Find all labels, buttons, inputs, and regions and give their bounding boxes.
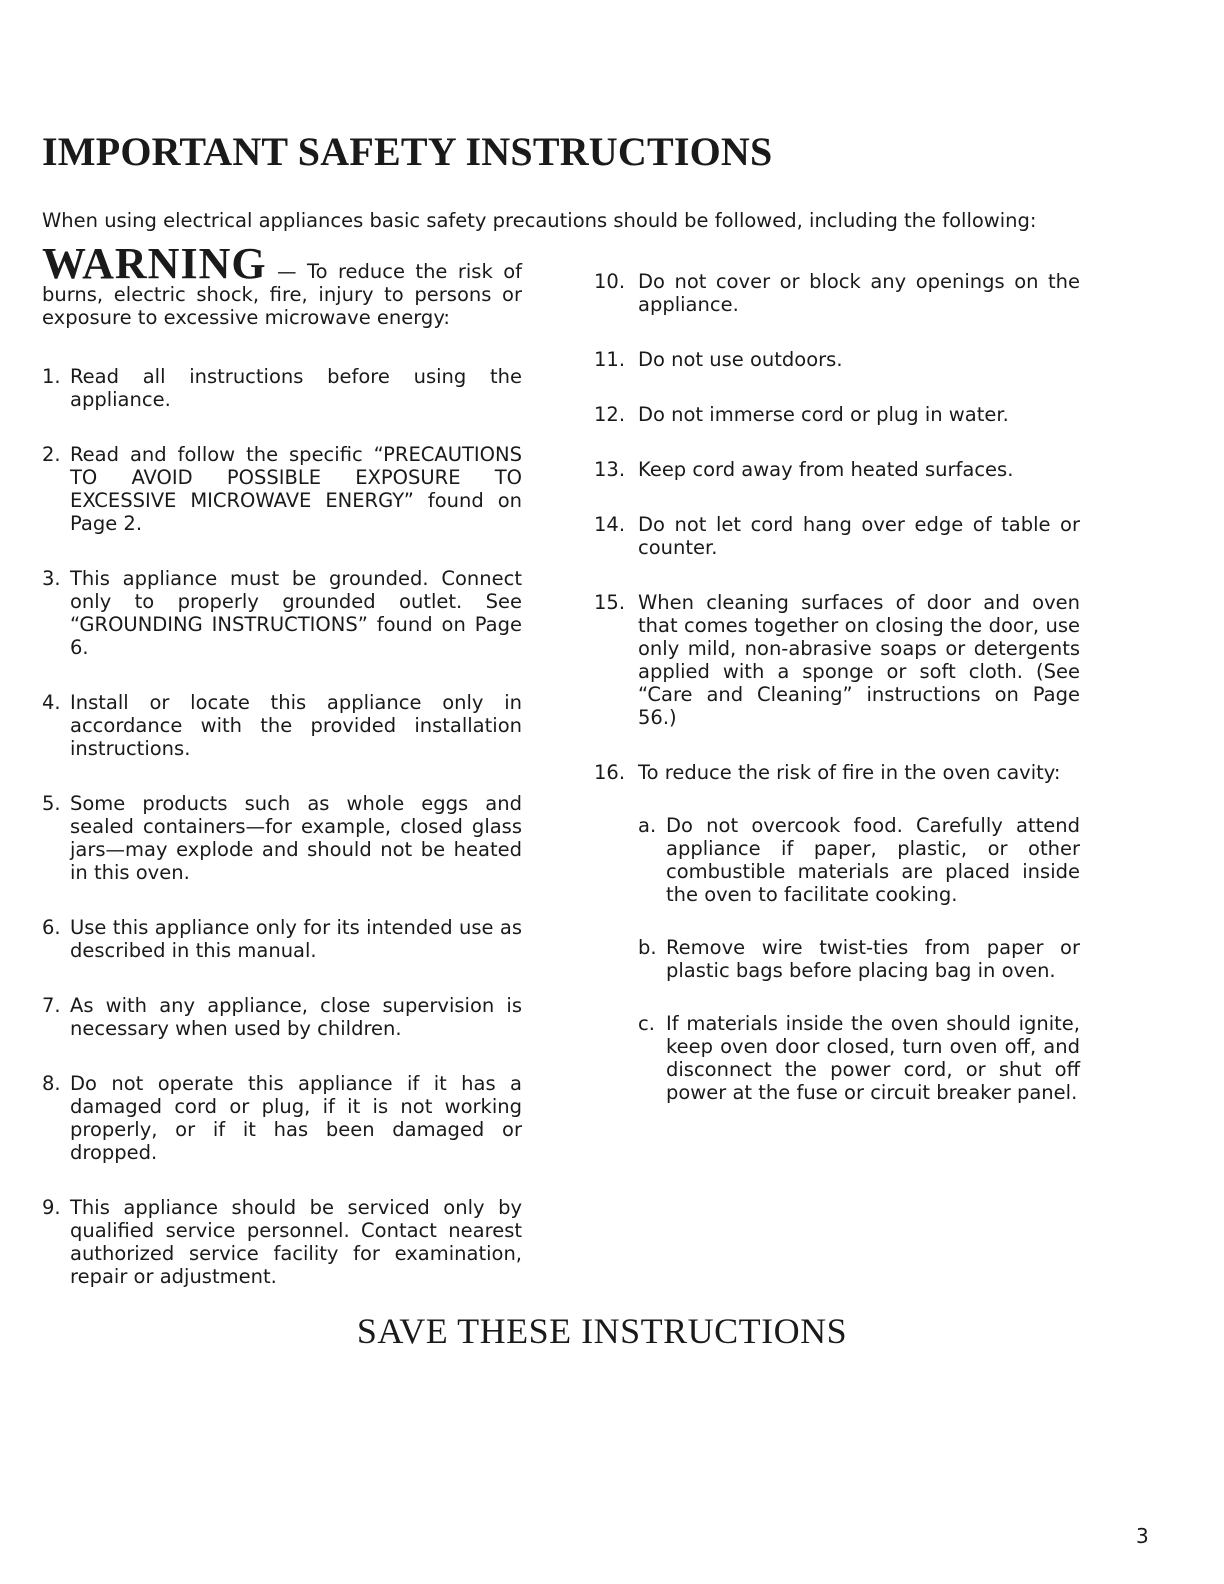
item-text: Do not let cord hang over edge of table or counter.: [638, 513, 1080, 559]
sub-item-letter: a.: [638, 814, 657, 837]
list-item: [594, 591, 1080, 729]
intro-text: When using electrical appliances basic safety precautions should be followed, including the following:: [42, 209, 1037, 232]
item-text: Do not use outdoors.: [638, 348, 843, 371]
list-item: [42, 916, 522, 962]
item-number: 11.: [594, 348, 626, 371]
page-number: 3: [1136, 1524, 1149, 1548]
item-number: 1.: [42, 365, 61, 388]
item-number: 14.: [594, 513, 626, 536]
item-number: 2.: [42, 443, 61, 466]
item-text: Read all instructions before using the appliance.: [70, 365, 522, 411]
item-number: 8.: [42, 1072, 61, 1095]
sub-item-letter: b.: [638, 936, 657, 959]
right-column: [594, 270, 1080, 1136]
item-text: Do not immerse cord or plug in water.: [638, 403, 1009, 426]
item-number: 5.: [42, 792, 61, 815]
item-body: [638, 761, 1080, 1104]
item-number: 10.: [594, 270, 626, 293]
item-text: When cleaning surfaces of door and oven that comes together on closing the door, use only mild, non-abrasive soaps or detergents applied with a sponge or soft cloth. (See “Care and Cleaning” instructions on Page 56.): [638, 591, 1080, 729]
warning-text: — To reduce the risk of burns, electric shock, fire, injury to persons or exposure to excessive microwave energy:: [42, 260, 523, 329]
item-text: To reduce the risk of fire in the oven cavity:: [638, 761, 1061, 784]
list-item: [594, 458, 1080, 481]
list-item: [594, 513, 1080, 559]
save-instructions-heading: SAVE THESE INSTRUCTIONS: [356, 1311, 848, 1351]
page-title: IMPORTANT SAFETY INSTRUCTIONS: [42, 129, 773, 174]
list-item: [594, 270, 1080, 316]
item-text: Use this appliance only for its intended use as described in this manual.: [70, 916, 522, 962]
sub-item-text: Remove wire twist-ties from paper or plastic bags before placing bag in oven.: [666, 936, 1080, 982]
item-number: 15.: [594, 591, 626, 614]
list-item: [42, 365, 522, 411]
item-text: Install or locate this appliance only in accordance with the provided installation instructions.: [70, 691, 522, 760]
warning-paragraph: [42, 239, 523, 329]
list-item: [42, 994, 522, 1040]
sub-item: [638, 1012, 1080, 1104]
item-text: Do not cover or block any openings on the appliance.: [638, 270, 1080, 316]
item-text: This appliance must be grounded. Connect only to properly grounded outlet. See “GROUNDING INSTRUCTIONS” found on Page 6.: [70, 567, 522, 659]
list-item: [42, 443, 522, 535]
warning-heading: WARNING: [42, 239, 267, 288]
item-number: 4.: [42, 691, 61, 714]
item-number: 16.: [594, 761, 626, 784]
item-number: 13.: [594, 458, 626, 481]
sub-item-text: Do not overcook food. Carefully attend appliance if paper, plastic, or other combustible materials are placed inside the oven to facilitate cooking.: [666, 814, 1080, 906]
sub-item-text: If materials inside the oven should ignite, keep oven door closed, turn oven off, and disconnect the power cord, or shut off power at the fuse or circuit breaker panel.: [666, 1012, 1080, 1104]
sub-item: [638, 936, 1080, 982]
list-item: [42, 691, 522, 760]
instruction-list-right: [594, 270, 1080, 1104]
item-number: 3.: [42, 567, 61, 590]
item-number: 9.: [42, 1196, 61, 1219]
sub-item: [638, 814, 1080, 906]
item-text: Keep cord away from heated surfaces.: [638, 458, 1014, 481]
item-text: Read and follow the specific “PRECAUTIONS TO AVOID POSSIBLE EXPOSURE TO EXCESSIVE MICROWAVE ENERGY” found on Page 2.: [70, 443, 522, 535]
item-number: 12.: [594, 403, 626, 426]
item-text: This appliance should be serviced only by qualified service personnel. Contact nearest authorized service facility for examination, repair or adjustment.: [70, 1196, 522, 1288]
list-item: [594, 761, 1080, 1104]
list-item: [42, 1072, 522, 1164]
left-column: [42, 239, 523, 1320]
list-item: [42, 567, 522, 659]
item-number: 6.: [42, 916, 61, 939]
item-text: Do not operate this appliance if it has a damaged cord or plug, if it is not working properly, or if it has been damaged or dropped.: [70, 1072, 522, 1164]
item-text: As with any appliance, close supervision is necessary when used by children.: [70, 994, 522, 1040]
list-item: [594, 348, 1080, 371]
item-number: 7.: [42, 994, 61, 1017]
instruction-list-left: [42, 365, 522, 1288]
list-item: [594, 403, 1080, 426]
list-item: [42, 1196, 522, 1288]
sub-item-letter: c.: [638, 1012, 655, 1035]
list-item: [42, 792, 522, 884]
item-text: Some products such as whole eggs and sealed containers—for example, closed glass jars—may explode and should not be heated in this oven.: [70, 792, 522, 884]
